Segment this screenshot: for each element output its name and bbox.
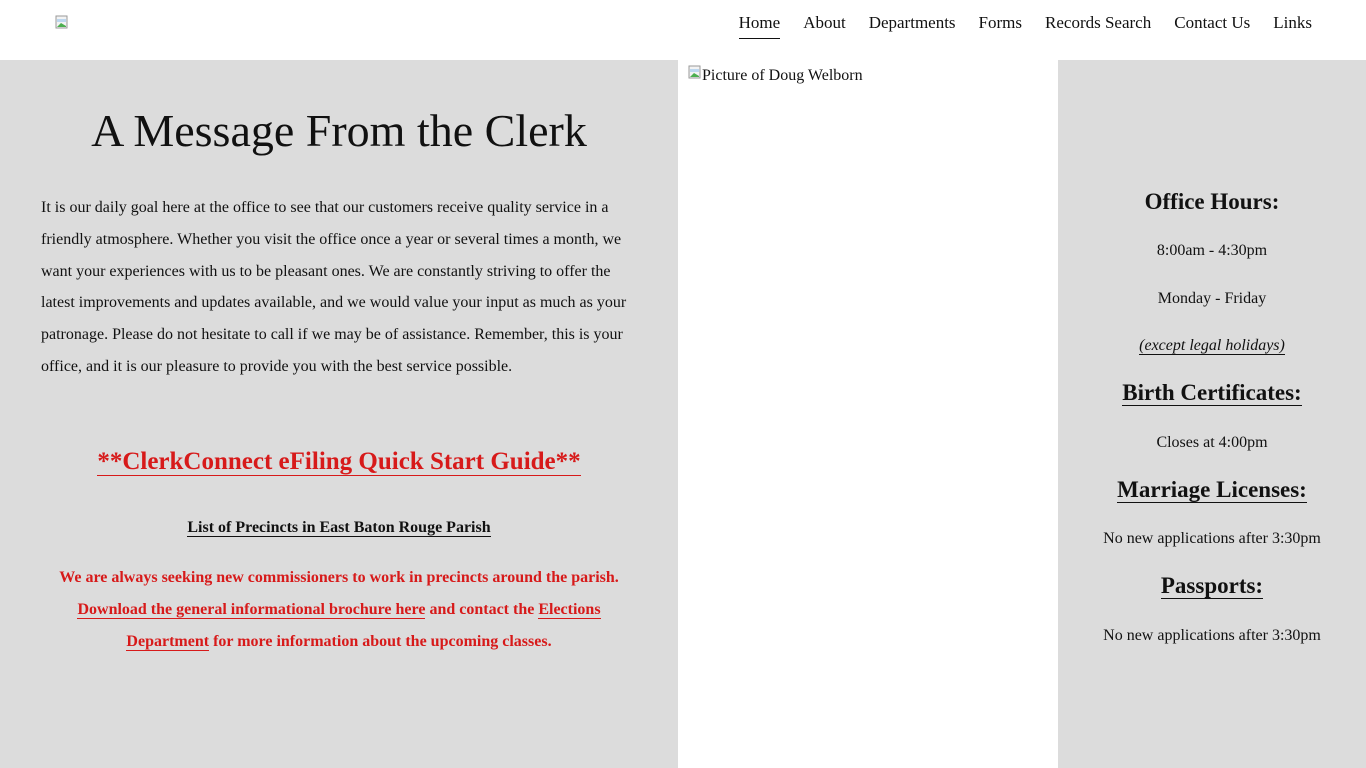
precincts-link[interactable]: List of Precincts in East Baton Rouge Parish [187, 519, 491, 536]
site-header [0, 0, 1366, 60]
office-hours-sidebar [1058, 60, 1366, 768]
main-nav [716, 12, 1312, 39]
hours-text: 8:00am - 4:30pm [1156, 242, 1268, 259]
nav-forms[interactable]: Forms [978, 13, 1023, 32]
passport-heading-text: Passports: [1160, 573, 1264, 598]
nav-about[interactable]: About [803, 13, 846, 32]
brochure-link[interactable]: Download the general informational brochure here [77, 601, 426, 618]
clerk-message-panel [0, 60, 678, 768]
photo-alt-text: Picture of Doug Welborn [702, 67, 863, 84]
broken-image-icon [688, 65, 702, 79]
nav-contact-us[interactable]: Contact Us [1174, 13, 1251, 32]
precincts-link-wrap [0, 519, 678, 537]
clerk-message-text: It is our daily goal here at the office to see that our customers receive quality service in a friendly atmosphere. Whether you visit the office once a year or several times a month, we want your experiences with us to be pleasant ones. We are constantly striving to offer the latest improvements and updates available, and we would value your input as much as your patronage. Please do not hesitate to call if we may be of assistance. Remember, this is your office, and it is our pleasure to provide you with the best service possible. [41, 199, 627, 375]
marriage-licenses-heading [1058, 475, 1366, 505]
holidays-note [1058, 336, 1366, 356]
nav-links[interactable]: Links [1273, 13, 1312, 32]
birth-certificates-heading [1058, 378, 1366, 408]
elections-department-link[interactable]: Elections Department [126, 601, 601, 650]
efiling-guide-link[interactable]: **ClerkConnect eFiling Quick Start Guide** [97, 448, 581, 475]
marriage-licenses-text: No new applications after 3:30pm [1103, 530, 1321, 547]
passports-heading [1058, 571, 1366, 601]
nav-home[interactable]: Home [739, 12, 781, 39]
nav-departments[interactable]: Departments [868, 13, 956, 32]
photo-panel [678, 60, 1058, 768]
logo-broken-image-icon[interactable] [55, 15, 71, 31]
holidays-text: (except legal holidays) [1139, 337, 1285, 354]
commissioners-text: for more information about the upcoming classes. [209, 633, 552, 650]
commissioners-text: and contact the [425, 601, 539, 618]
days-text: Monday - Friday [1157, 290, 1267, 307]
clerk-photo [688, 65, 863, 85]
birth-certificates-text: Closes at 4:00pm [1156, 434, 1268, 451]
birth-heading-text: Birth Certificates: [1122, 380, 1302, 405]
page-title: A Message From the Clerk [91, 105, 587, 156]
marriage-heading-text: Marriage Licenses: [1117, 477, 1307, 502]
passports-text: No new applications after 3:30pm [1103, 627, 1321, 644]
commissioners-notice [50, 562, 628, 658]
office-hours-heading: Office Hours: [1144, 189, 1280, 214]
guide-link-wrap [0, 448, 678, 476]
commissioners-text: We are always seeking new commissioners to work in precincts around the parish. [59, 569, 619, 586]
nav-records-search[interactable]: Records Search [1045, 13, 1152, 32]
